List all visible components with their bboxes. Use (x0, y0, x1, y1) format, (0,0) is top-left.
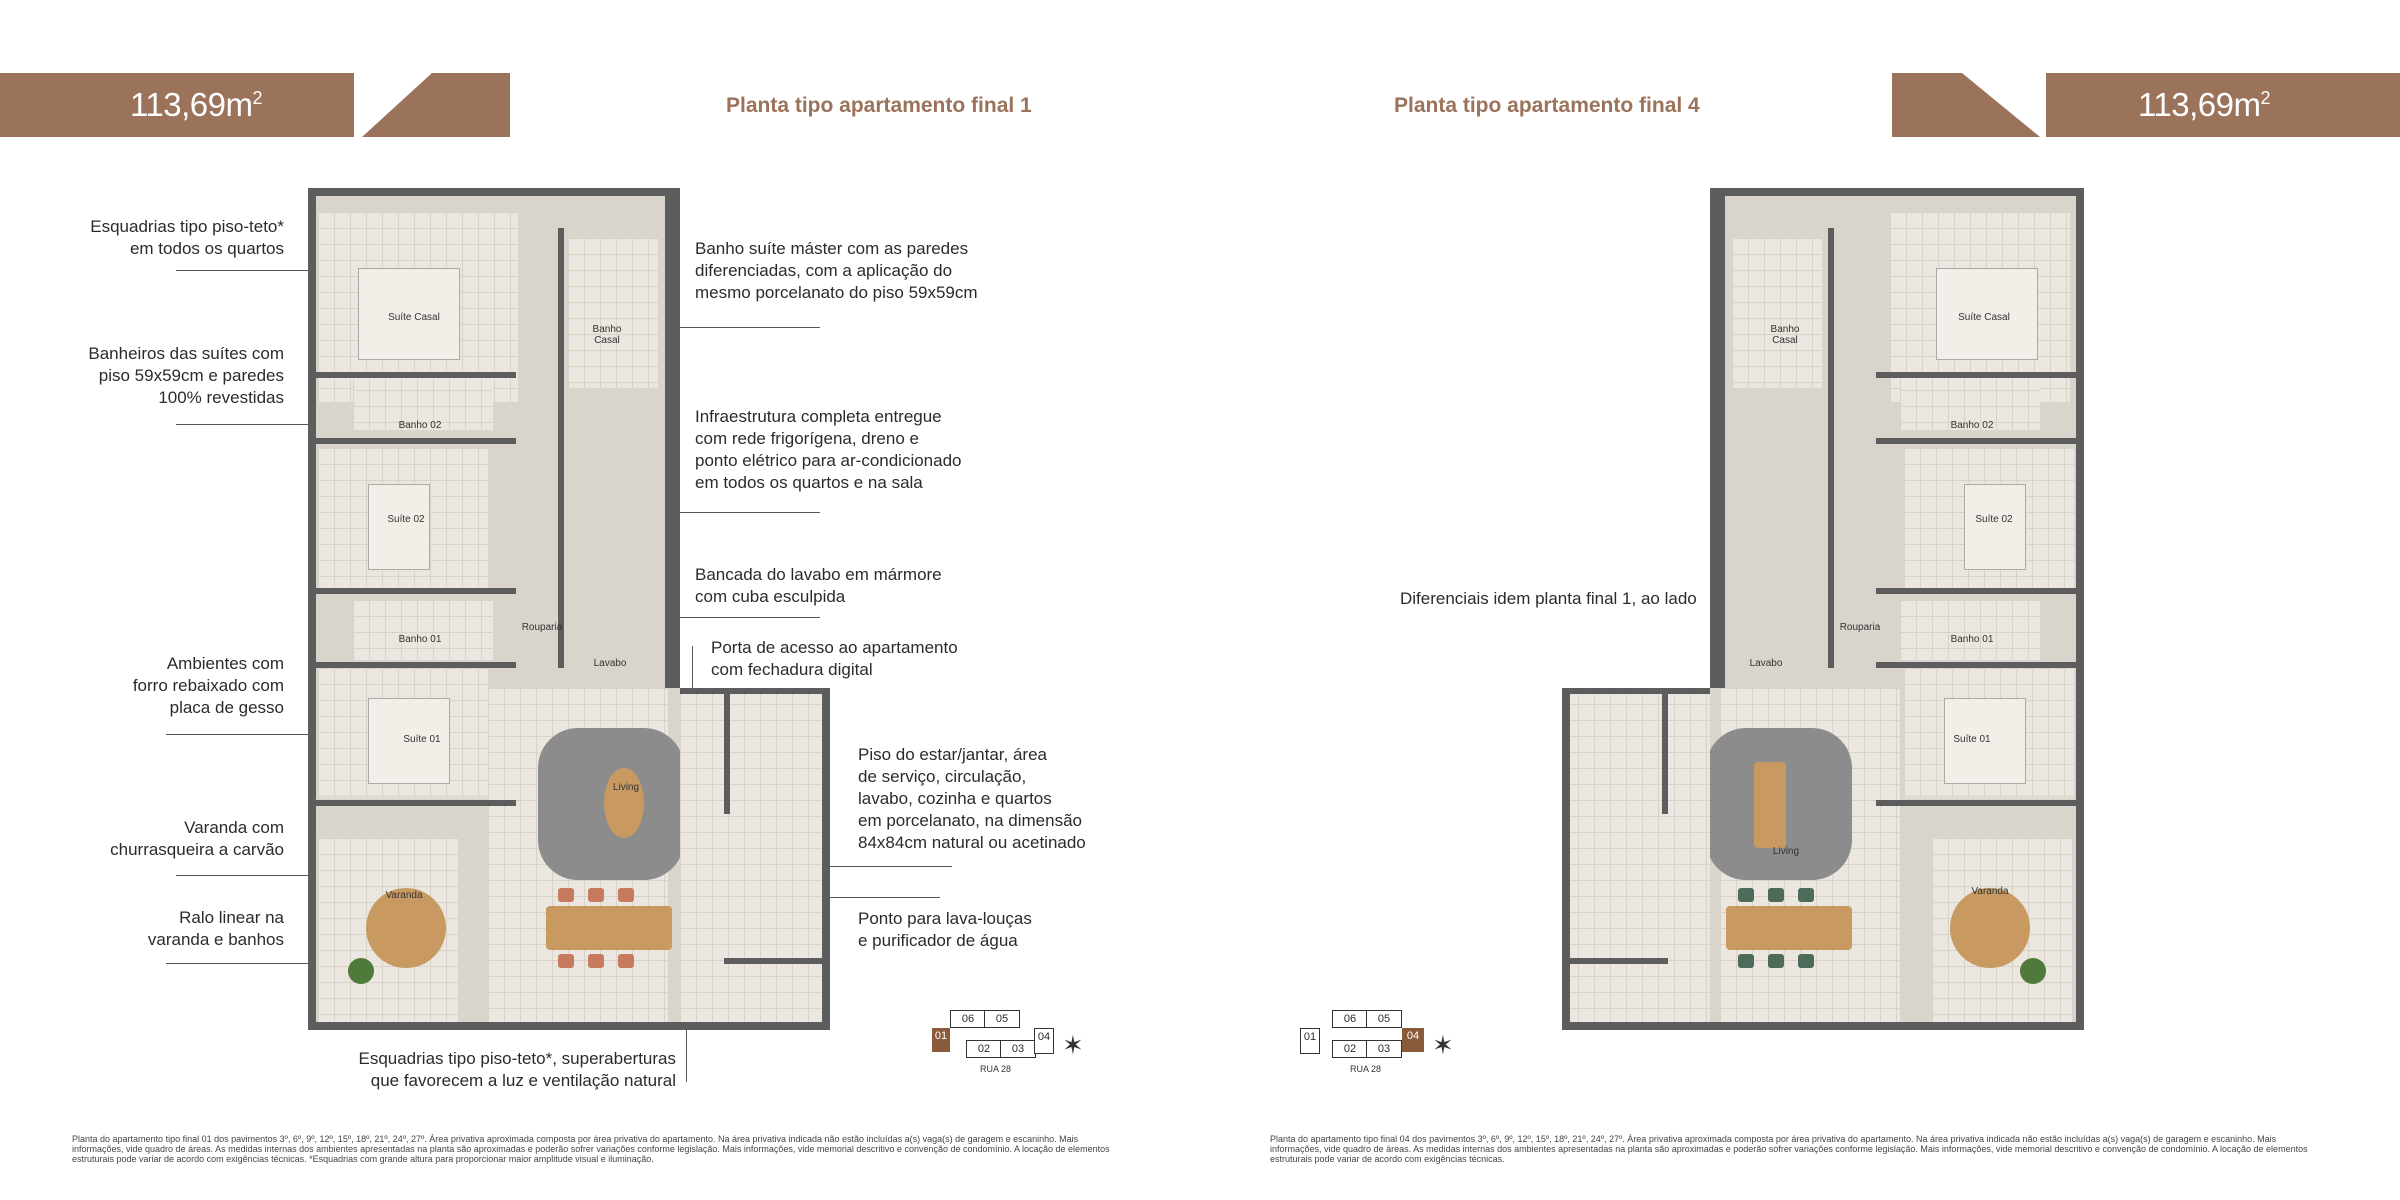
key-street: RUA 28 (1350, 1064, 1382, 1074)
key-unit: 01 (1300, 1028, 1320, 1054)
note-esquadrias-superaberturas: Esquadrias tipo piso-teto*, superaberturas que favorecem a luz e ventilação natural (358, 1049, 676, 1090)
label-varanda: Varanda (385, 890, 423, 901)
wall (1562, 688, 1570, 1030)
note-esquadrias-quartos: Esquadrias tipo piso-teto* em todos os quartos (90, 217, 284, 258)
label-suite-casal: Suíte Casal (1958, 312, 2010, 323)
note-bancada-lavabo: Bancada do lavabo em mármore com cuba esculpida (695, 565, 942, 606)
left-footer-disclaimer: Planta do apartamento tipo final 01 dos pavimentos 3º, 6º, 9º, 12º, 15º, 18º, 21º, 24º, 27º. Área privativa aproximada composta por área privativa do apartamento. Na área privativa indicada não estão incluídas a(s) vaga(s) de garagem e escaninho. Mais informações, vide quadro de áreas. As medidas internas dos ambientes apresentadas na planta são aproximadas e poderão sofrer variações conforme legislação. Mais informações, vide memorial descritivo e convenção de condomínio. A locação de elementos estruturais pode variar de acordo com exigências técnicas. *Esquadrias com grande altura para proporcionar maior amplitude visual e iluminação. (72, 1134, 1110, 1164)
wall (1876, 588, 2076, 594)
wall (316, 800, 516, 806)
key-unit: 05 (984, 1010, 1020, 1028)
right-page-title: Planta tipo apartamento final 4 (1394, 94, 1700, 117)
note-banho-suite-master: Banho suíte máster com as paredes diferenciadas, com a aplicação do mesmo porcelanato do piso 59x59cm (695, 239, 978, 302)
room-banho-casal (568, 238, 658, 388)
key-unit-highlighted: 04 (1402, 1028, 1424, 1052)
note-banheiros-suites: Banheiros das suítes com piso 59x59cm e paredes 100% revestidas (88, 344, 284, 407)
wall (1562, 688, 1710, 694)
key-unit: 06 (950, 1010, 986, 1028)
wall (1710, 188, 1725, 688)
wall (1876, 800, 2076, 806)
chair (1768, 888, 1784, 902)
bed (1964, 484, 2026, 570)
key-unit: 03 (1366, 1040, 1402, 1058)
wall (1876, 372, 2076, 378)
dining-table (546, 906, 672, 950)
label-suite-01: Suíte 01 (403, 734, 441, 745)
key-unit: 02 (966, 1040, 1002, 1058)
wall (724, 958, 824, 964)
key-unit: 02 (1332, 1040, 1368, 1058)
label-rouparia: Rouparia (1839, 622, 1881, 633)
wall (1876, 662, 2076, 668)
plant (2020, 958, 2046, 984)
left-area-exponent: 2 (252, 88, 262, 108)
left-area-label (130, 86, 262, 124)
coffee-table (604, 768, 644, 838)
label-rouparia: Rouparia (521, 622, 563, 633)
varanda-table (1950, 888, 2030, 968)
label-banho-01: Banho 01 (1950, 634, 1994, 645)
wall (558, 228, 564, 668)
label-living: Living (612, 782, 640, 793)
chair (558, 888, 574, 902)
chair (1738, 954, 1754, 968)
wall (1710, 1022, 2084, 1030)
label-lavabo: Lavabo (593, 658, 627, 669)
note-infraestrutura-ar: Infraestrutura completa entregue com rede frigorígena, dreno e ponto elétrico para ar-condicionado em todos os quartos e na sala (695, 407, 962, 492)
left-floor-plan (308, 188, 680, 1030)
label-banho-casal: Banho Casal (592, 324, 622, 346)
coffee-table (1754, 762, 1786, 848)
wall (1662, 694, 1668, 814)
wall (822, 688, 830, 1030)
chair (588, 954, 604, 968)
left-plan-service-wing (680, 688, 830, 1030)
left-header-wedge (362, 73, 510, 137)
label-lavabo: Lavabo (1749, 658, 1783, 669)
key-street: RUA 28 (980, 1064, 1012, 1074)
key-unit: 06 (1332, 1010, 1368, 1028)
room-banho-01 (353, 600, 493, 660)
key-unit: 03 (1000, 1040, 1036, 1058)
note-porta-acesso: Porta de acesso ao apartamento com fechadura digital (711, 638, 958, 679)
right-header-wedge (1892, 73, 2040, 137)
chair (618, 954, 634, 968)
chair (558, 954, 574, 968)
wall (1562, 1022, 1710, 1030)
wall (1828, 228, 1834, 668)
plant (348, 958, 374, 984)
wall (724, 694, 730, 814)
chair (618, 888, 634, 902)
right-area-exponent: 2 (2260, 88, 2270, 108)
note-ralo-linear: Ralo linear na varanda e banhos (147, 908, 284, 949)
note-lava-loucas: Ponto para lava-louças e purificador de água (858, 909, 1032, 950)
wall (680, 1022, 830, 1030)
key-unit: 04 (1034, 1028, 1054, 1054)
room-banho-01 (1900, 600, 2040, 660)
right-floor-plan (1710, 188, 2084, 1030)
label-suite-01: Suíte 01 (1953, 734, 1991, 745)
label-banho-02: Banho 02 (1950, 420, 1994, 431)
note-forro-rebaixado: Ambientes com forro rebaixado com placa de gesso (132, 654, 284, 717)
dining-table (1726, 906, 1852, 950)
wall (308, 188, 680, 196)
label-suite-02: Suíte 02 (1975, 514, 2013, 525)
wall (316, 438, 516, 444)
label-living: Living (1772, 846, 1800, 857)
wall (1568, 958, 1668, 964)
left-area-value: 113,69m (130, 86, 253, 123)
key-unit-highlighted: 01 (932, 1028, 950, 1052)
right-area-label (2138, 86, 2270, 124)
wall (316, 372, 516, 378)
chair (1738, 888, 1754, 902)
key-unit: 05 (1366, 1010, 1402, 1028)
chair (1798, 954, 1814, 968)
wall (316, 662, 516, 668)
note-varanda-churrasqueira: Varanda com churrasqueira a carvão (110, 818, 284, 859)
wall (308, 188, 316, 1030)
label-suite-02: Suíte 02 (387, 514, 425, 525)
room-banho-casal (1732, 238, 1822, 388)
label-banho-01: Banho 01 (398, 634, 442, 645)
chair (588, 888, 604, 902)
right-plan-service-wing (1562, 688, 1710, 1030)
right-note-diferenciais: Diferenciais idem planta final 1, ao lado (1400, 589, 1697, 608)
label-varanda: Varanda (1971, 886, 2009, 897)
wall (1710, 188, 2084, 196)
label-banho-casal: Banho Casal (1770, 324, 1800, 346)
chair (1768, 954, 1784, 968)
label-banho-02: Banho 02 (398, 420, 442, 431)
chair (1798, 888, 1814, 902)
bed (368, 484, 430, 570)
label-suite-casal: Suíte Casal (388, 312, 440, 323)
compass-icon: ✶ (1062, 1030, 1084, 1060)
wall (316, 588, 516, 594)
note-piso-porcelanato: Piso do estar/jantar, área de serviço, circulação, lavabo, cozinha e quartos em porcelanato, na dimensão 84x84cm natural ou acetinado (858, 745, 1086, 852)
wall (665, 188, 680, 688)
right-footer-disclaimer: Planta do apartamento tipo final 04 dos pavimentos 3º, 6º, 9º, 12º, 15º, 18º, 21º, 24º, 27º. Área privativa aproximada composta por área privativa do apartamento. Na área privativa indicada não estão incluídas a(s) vaga(s) de garagem e escaninho. Mais informações, vide quadro de áreas. As medidas internas dos ambientes apresentadas na planta são aproximadas e poderão sofrer variações conforme legislação. Mais informações, vide memorial descritivo e convenção de condomínio. A locação de elementos estruturais pode variar de acordo com exigências técnicas. (1270, 1134, 2308, 1164)
compass-icon: ✶ (1432, 1030, 1454, 1060)
wall (308, 1022, 680, 1030)
wall (680, 688, 830, 694)
wall (1876, 438, 2076, 444)
wall (2076, 188, 2084, 1030)
left-page-title: Planta tipo apartamento final 1 (726, 94, 1032, 117)
right-area-value: 113,69m (2138, 86, 2261, 123)
